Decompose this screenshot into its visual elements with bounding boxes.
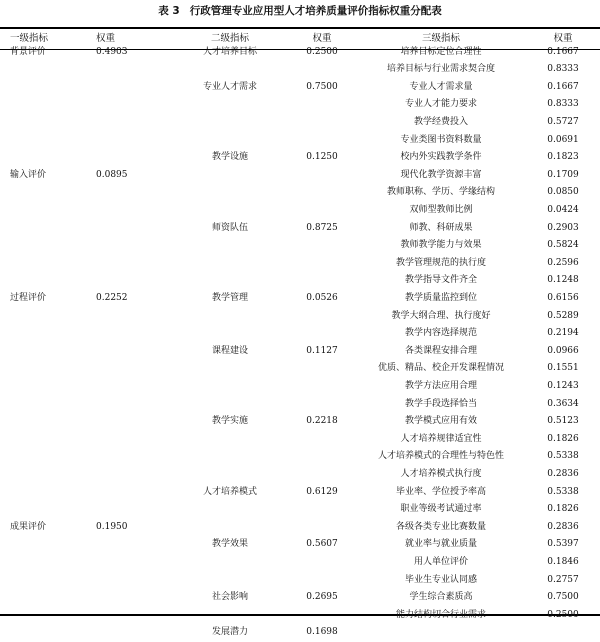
level2-name: 教学效果 [211,539,248,550]
level3-name: 各类课程安排合理 [404,345,477,356]
level3-weight: 0.1709 [547,169,579,180]
level2-weight: 0.8725 [306,222,338,233]
level3-weight: 0.5338 [547,486,579,497]
level3-weight: 0.1248 [547,275,579,286]
level1-weight: 0.4903 [96,46,128,57]
level3-weight: 0.0691 [547,134,579,145]
level3-weight: 0.5824 [547,240,579,251]
level3-name: 各级各类专业比赛数量 [395,521,486,532]
level3-name: 就业率与就业质量 [404,539,477,550]
level2-weight: 0.1250 [306,152,338,163]
table-title: 行政管理专业应用型人才培养质量评价指标权重分配表 [189,5,442,17]
level3-weight: 0.0966 [547,345,579,356]
level3-name: 培养目标定位合理性 [400,46,482,57]
level1-weight: 0.0895 [96,169,128,180]
level3-weight: 0.5289 [547,310,579,321]
level3-weight: 0.1243 [547,380,579,391]
header-level2: 二级指标 [210,33,249,44]
header-level3: 三级指标 [421,33,460,44]
level3-weight: 0.8333 [547,64,579,75]
level2-name: 人才培养模式 [202,486,257,497]
level3-name: 专业人才能力要求 [404,99,477,110]
level3-name: 能力结构切合行业需求 [395,609,486,620]
level3-weight: 0.2836 [547,521,579,532]
level2-weight: 0.5607 [306,539,338,550]
header-weight3: 权重 [553,33,573,44]
level3-name: 毕业生专业认同感 [404,574,477,585]
level1-weight: 0.2252 [96,292,128,303]
level3-name: 现代化教学资源丰富 [400,169,482,180]
top-rule [0,27,600,29]
level3-name: 教学内容选择规范 [404,328,477,339]
level3-name: 教学手段选择恰当 [404,398,477,409]
level2-name: 人才培养目标 [202,46,257,57]
level2-name: 教学实施 [211,416,248,427]
header-weight2: 权重 [312,33,332,44]
level3-name: 人才培养规律适宜性 [400,433,482,444]
level3-weight: 0.1551 [547,363,579,374]
level2-weight: 0.1127 [306,345,338,356]
level1-name: 成果评价 [10,521,47,532]
level2-weight: 0.0526 [306,292,338,303]
level2-name: 发展潜力 [211,627,248,638]
level3-name: 教学方法应用合理 [404,380,477,391]
level3-weight: 0.3634 [547,398,579,409]
level3-weight: 0.7500 [547,592,579,603]
level3-name: 职业等级考试通过率 [400,504,482,515]
level3-weight: 0.1826 [547,433,579,444]
level2-name: 专业人才需求 [202,81,257,92]
level2-weight: 0.2695 [306,592,338,603]
level3-name: 用人单位评价 [413,556,468,567]
level3-name: 学生综合素质高 [409,592,473,603]
level3-weight: 0.5727 [547,116,579,127]
level3-name: 教学指导文件齐全 [404,275,477,286]
level3-weight: 0.1667 [547,81,579,92]
level3-name: 培养目标与行业需求契合度 [386,64,495,75]
table-caption [0,0,600,22]
level3-weight: 0.2500 [547,609,579,620]
level2-name: 教学设施 [211,152,248,163]
level2-weight: 0.2500 [306,46,338,57]
level3-name: 教师职称、学历、学缘结构 [386,187,495,198]
level3-weight: 0.5123 [547,416,579,427]
level2-weight: 0.7500 [306,81,338,92]
level3-name: 优质、精品、校企开发课程情况 [377,363,504,374]
level3-weight: 0.1846 [547,556,579,567]
level1-name: 过程评价 [10,292,47,303]
level3-name: 教学质量监控到位 [404,292,477,303]
level3-weight: 0.1823 [547,152,579,163]
level2-name: 教学管理 [211,292,248,303]
level3-weight: 0.2757 [547,574,579,585]
level1-name: 输入评价 [10,169,47,180]
level3-weight: 0.8333 [547,99,579,110]
level3-name: 人才培养模式的合理性与特色性 [377,451,504,462]
level3-weight: 0.2836 [547,468,579,479]
level3-name: 双师型教师比例 [409,204,473,215]
level3-name: 教学经费投入 [413,116,468,127]
level3-name: 教学模式应用有效 [404,416,477,427]
header-level1: 一级指标 [10,33,49,44]
level3-weight: 0.0850 [547,187,579,198]
level3-weight: 0.6156 [547,292,579,303]
level3-weight: 0.1826 [547,504,579,515]
level1-weight: 0.1950 [96,521,128,532]
table-number: 表 3 [158,5,180,17]
level3-weight: 0.0424 [547,204,579,215]
level2-name: 师资队伍 [211,222,248,233]
level3-name: 专业人才需求量 [409,81,473,92]
level3-weight: 0.2596 [547,257,579,268]
level2-weight: 0.2218 [306,416,338,427]
level3-weight: 0.5397 [547,539,579,550]
level2-name: 课程建设 [211,345,248,356]
level3-weight: 0.2194 [547,328,579,339]
level3-name: 校内外实践教学条件 [400,152,482,163]
header-weight1: 权重 [96,33,116,44]
level3-name: 专业类图书资料数量 [400,134,482,145]
level3-name: 师教、科研成果 [409,222,473,233]
level2-weight: 0.6129 [306,486,338,497]
level2-weight: 0.1698 [306,627,338,638]
level3-weight: 0.2903 [547,222,579,233]
level3-weight: 0.1667 [547,46,579,57]
level3-name: 毕业率、学位授予率高 [395,486,486,497]
level3-name: 人才培养模式执行度 [400,468,482,479]
level3-name: 教学大纲合理、执行度好 [391,310,491,321]
level3-weight: 0.5338 [547,451,579,462]
level3-name: 教师教学能力与效果 [400,240,482,251]
level3-name: 教学管理规范的执行度 [395,257,486,268]
level1-name: 背景评价 [10,46,47,57]
level2-name: 社会影响 [211,592,248,603]
